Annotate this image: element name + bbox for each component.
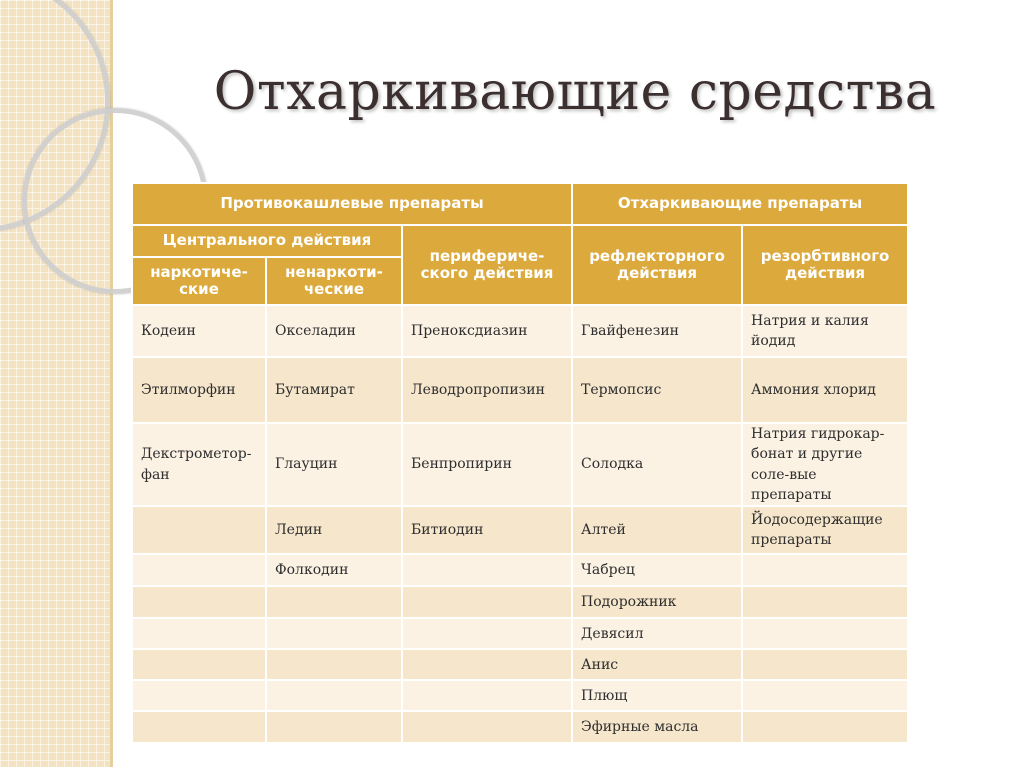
- table-cell: Алтей: [572, 506, 742, 554]
- table-cell: [742, 649, 908, 680]
- header-antitussive: Противокашлевые препараты: [132, 183, 572, 225]
- table-cell: [132, 680, 266, 711]
- drug-classification-table: [131, 182, 909, 744]
- table-cell: Ледин: [266, 506, 402, 554]
- table-cell: [402, 554, 572, 586]
- table-cell: [266, 680, 402, 711]
- table-cell: [132, 586, 266, 618]
- table-row: [132, 586, 908, 618]
- table-row: [132, 649, 908, 680]
- table-cell: Леводропропизин: [402, 357, 572, 423]
- table-cell: Солодка: [572, 423, 742, 506]
- table-cell: [402, 680, 572, 711]
- table-cell: [402, 711, 572, 743]
- table-cell: Плющ: [572, 680, 742, 711]
- table-cell: Чабрец: [572, 554, 742, 586]
- table-cell: [742, 586, 908, 618]
- header-central-action: Центрального действия: [132, 225, 402, 257]
- table-cell: [266, 649, 402, 680]
- table-cell: Натрия гидрокар-бонат и другие соле-вые препараты: [742, 423, 908, 506]
- table-cell: Подорожник: [572, 586, 742, 618]
- table-cell: Девясил: [572, 618, 742, 649]
- slide-title: Отхаркивающие средства: [213, 62, 937, 122]
- table-cell: [132, 554, 266, 586]
- table-cell: Йодосодержащие препараты: [742, 506, 908, 554]
- table-cell: [742, 680, 908, 711]
- table-cell: Кодеин: [132, 305, 266, 357]
- table-row: [132, 305, 908, 357]
- table-cell: Аммония хлорид: [742, 357, 908, 423]
- table-cell: [266, 586, 402, 618]
- table-cell: Пренοксдиазин: [402, 305, 572, 357]
- header-resorptive-action: резорбтивного действия: [742, 225, 908, 305]
- header-non-narcotic: ненаркоти-ческие: [266, 257, 402, 305]
- table-row: [132, 618, 908, 649]
- table-cell: Окселадин: [266, 305, 402, 357]
- table-cell: [742, 618, 908, 649]
- table-cell: Битиодин: [402, 506, 572, 554]
- table-row: [132, 506, 908, 554]
- table-cell: [742, 711, 908, 743]
- table-cell: [402, 618, 572, 649]
- table-cell: [402, 586, 572, 618]
- table-cell: [132, 506, 266, 554]
- header-reflex-action: рефлекторного действия: [572, 225, 742, 305]
- table-row: [132, 711, 908, 743]
- table-cell: Декстрометор-фан: [132, 423, 266, 506]
- table-cell: Анис: [572, 649, 742, 680]
- table-cell: Эфирные масла: [572, 711, 742, 743]
- table-cell: [402, 649, 572, 680]
- table-cell: Этилморфин: [132, 357, 266, 423]
- table-cell: Фолкодин: [266, 554, 402, 586]
- table-row: [132, 554, 908, 586]
- table-cell: [266, 711, 402, 743]
- table-cell: Термопсис: [572, 357, 742, 423]
- header-expectorant: Отхаркивающие препараты: [572, 183, 908, 225]
- table-cell: [132, 649, 266, 680]
- header-narcotic: наркотиче-ские: [132, 257, 266, 305]
- table-row: [132, 357, 908, 423]
- table-cell: [132, 618, 266, 649]
- table-cell: [266, 618, 402, 649]
- table-cell: Бутамират: [266, 357, 402, 423]
- table-cell: Натрия и калия йодид: [742, 305, 908, 357]
- header-peripheral-action: перифериче-ского действия: [402, 225, 572, 305]
- table-cell: Гвайфенезин: [572, 305, 742, 357]
- table-cell: Глауцин: [266, 423, 402, 506]
- table-cell: Бенпропирин: [402, 423, 572, 506]
- table-cell: [132, 711, 266, 743]
- table-row: [132, 680, 908, 711]
- table-cell: [742, 554, 908, 586]
- table-row: [132, 423, 908, 506]
